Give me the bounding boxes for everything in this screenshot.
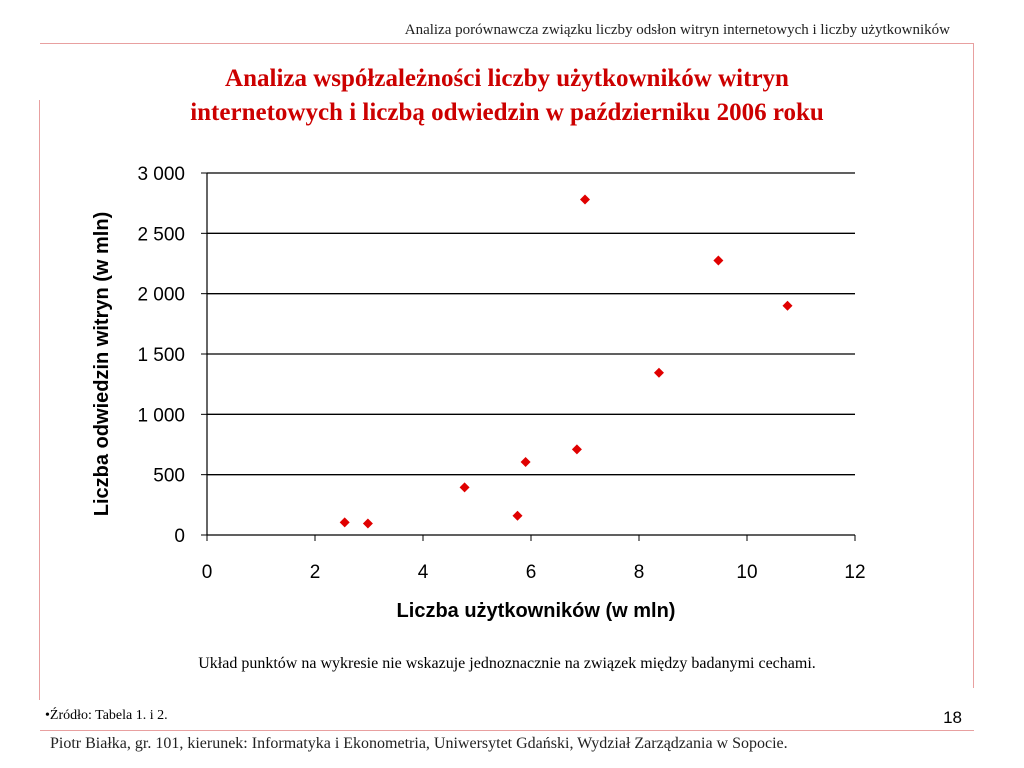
y-axis-title: Liczba odwiedzin witryn (w mln) bbox=[91, 211, 113, 517]
grid-lines bbox=[207, 173, 855, 475]
axes bbox=[201, 173, 855, 541]
y-tick-label: 0 bbox=[174, 526, 185, 547]
y-tick-label: 3 000 bbox=[137, 164, 185, 185]
tick-labels bbox=[137, 164, 865, 583]
data-point-9 bbox=[713, 255, 723, 265]
data-points bbox=[340, 195, 793, 529]
y-tick-label: 2 500 bbox=[137, 224, 185, 246]
data-point-1 bbox=[340, 517, 350, 527]
y-tick-label: 2 000 bbox=[137, 284, 185, 306]
data-point-8 bbox=[654, 368, 664, 378]
y-tick-label: 1 500 bbox=[137, 345, 185, 366]
chart-note: Układ punktów na wykresie nie wskazuje jednoznacznie na związek między badanymi cechami. bbox=[198, 655, 816, 672]
data-point-4 bbox=[513, 511, 523, 521]
data-point-10 bbox=[783, 301, 793, 311]
slide-title-line-2: internetowych i liczbą odwiedzin w październiku 2006 roku bbox=[190, 99, 824, 126]
data-point-3 bbox=[460, 482, 470, 492]
y-tick-label: 500 bbox=[153, 465, 185, 487]
data-point-7 bbox=[580, 195, 590, 205]
footer-text: Piotr Białka, gr. 101, kierunek: Informatyka i Ekonometria, Uniwersytet Gdański, Wydział Zarządzania w Sopocie. bbox=[50, 735, 788, 752]
x-tick-label: 8 bbox=[633, 562, 645, 583]
page-number: 18 bbox=[943, 708, 962, 727]
data-point-5 bbox=[521, 457, 531, 467]
x-tick-label: 6 bbox=[525, 562, 537, 583]
x-tick-label: 10 bbox=[736, 562, 758, 583]
slide-title-line-1: Analiza współzależności liczby użytkowników witryn bbox=[225, 65, 789, 92]
header-text: Analiza porównawcza związku liczby odsłon witryn internetowych i liczby użytkowników bbox=[404, 22, 950, 38]
x-tick-label: 2 bbox=[309, 562, 321, 583]
source-note: •Źródło: Tabela 1. i 2. bbox=[45, 708, 168, 723]
x-tick-label: 12 bbox=[844, 562, 866, 583]
x-tick-label: 0 bbox=[201, 562, 213, 583]
x-tick-label: 4 bbox=[417, 562, 429, 583]
x-axis-title: Liczba użytkowników (w mln) bbox=[396, 600, 676, 622]
data-point-6 bbox=[572, 444, 582, 454]
data-point-2 bbox=[363, 519, 373, 529]
y-tick-label: 1 000 bbox=[137, 405, 185, 427]
